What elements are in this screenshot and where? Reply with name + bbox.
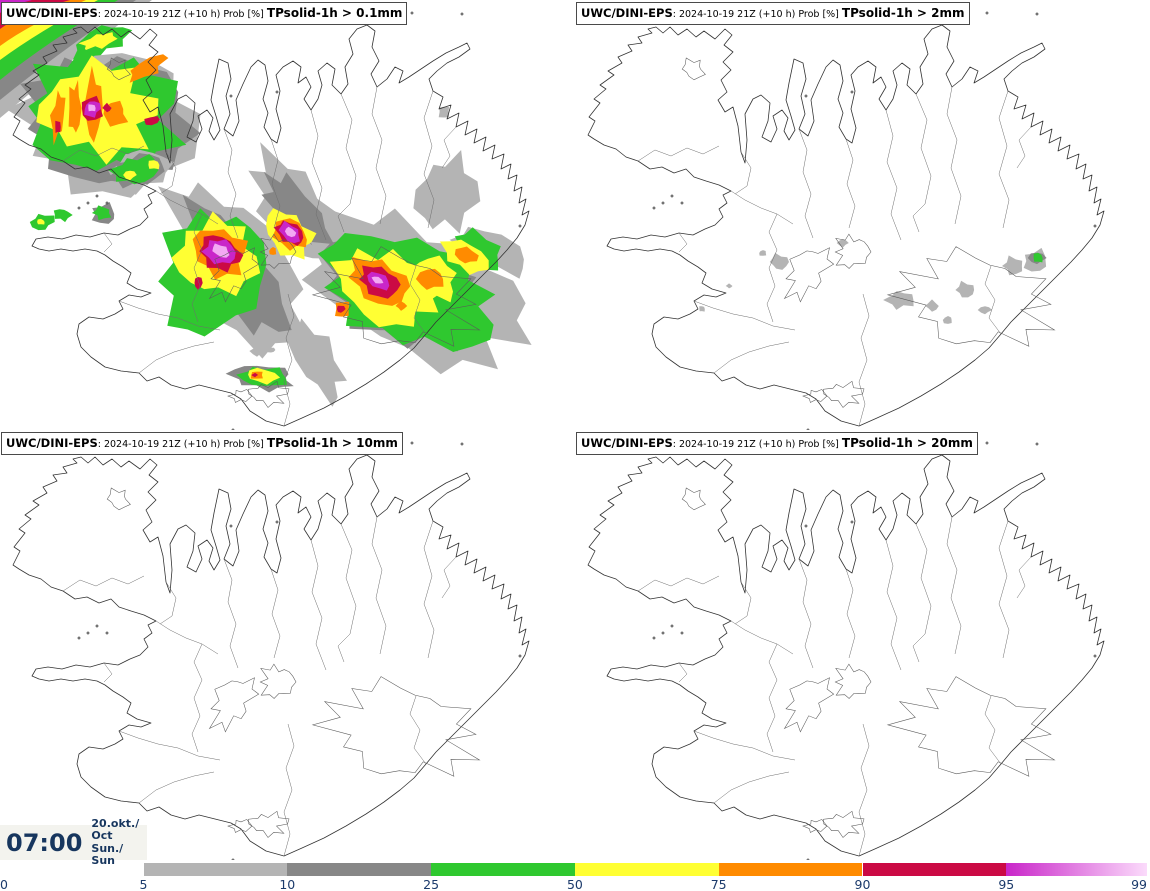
run-info: : 2024-10-19 21Z (+10 h) Prob [%] bbox=[97, 9, 267, 20]
colorbar-segment-95-99 bbox=[1006, 863, 1147, 876]
run-info: : 2024-10-19 21Z (+10 h) Prob [%] bbox=[97, 439, 267, 450]
panel-title bbox=[576, 2, 970, 25]
colorbar-segment-50-75 bbox=[575, 863, 719, 876]
colorbar-segment-25-50 bbox=[431, 863, 575, 876]
model-name: UWC/DINI-EPS bbox=[581, 436, 673, 450]
colorbar-tick-75: 75 bbox=[710, 877, 727, 891]
model-name: UWC/DINI-EPS bbox=[581, 6, 673, 20]
iceland-map bbox=[0, 430, 575, 860]
colorbar-segment-75-90 bbox=[719, 863, 863, 876]
panel-prob-gt-10mm bbox=[0, 430, 575, 860]
panel-prob-gt-20mm bbox=[575, 430, 1150, 860]
colorbar-tick-90: 90 bbox=[854, 877, 871, 891]
valid-time-box bbox=[0, 816, 147, 867]
colorbar-tick-99: 99 bbox=[1131, 877, 1147, 891]
panel-title bbox=[576, 432, 978, 455]
threshold-label: TPsolid-1h > 0.1mm bbox=[266, 6, 403, 20]
iceland-map bbox=[575, 0, 1150, 430]
run-info: : 2024-10-19 21Z (+10 h) Prob [%] bbox=[672, 9, 842, 20]
valid-date-line1: 20.okt./ Oct bbox=[91, 816, 140, 842]
iceland-map bbox=[0, 0, 575, 430]
threshold-label: TPsolid-1h > 20mm bbox=[841, 436, 973, 450]
threshold-label: TPsolid-1h > 10mm bbox=[266, 436, 398, 450]
colorbar-tick-10: 10 bbox=[279, 877, 296, 891]
valid-time: 07:00 bbox=[6, 828, 83, 857]
colorbar-tick-50: 50 bbox=[566, 877, 583, 891]
threshold-label: TPsolid-1h > 2mm bbox=[841, 6, 965, 20]
model-name: UWC/DINI-EPS bbox=[6, 436, 98, 450]
colorbar-tick-95: 95 bbox=[998, 877, 1015, 891]
colorbar-segment-90-95 bbox=[863, 863, 1007, 876]
panel-title bbox=[1, 2, 407, 25]
colorbar-tick-25: 25 bbox=[423, 877, 440, 891]
panel-title bbox=[1, 432, 403, 455]
colorbar-tick-0: 0 bbox=[0, 877, 8, 891]
iceland-map bbox=[575, 430, 1150, 860]
panel-prob-gt-2mm bbox=[575, 0, 1150, 430]
run-info: : 2024-10-19 21Z (+10 h) Prob [%] bbox=[672, 439, 842, 450]
panel-prob-gt-0p1mm bbox=[0, 0, 575, 430]
valid-date-line2: Sun./ Sun bbox=[91, 841, 124, 867]
colorbar-tick-5: 5 bbox=[139, 877, 148, 891]
colorbar-segment-5-10 bbox=[144, 863, 288, 876]
colorbar-segment-10-25 bbox=[287, 863, 431, 876]
probability-colorbar bbox=[0, 861, 1150, 891]
model-name: UWC/DINI-EPS bbox=[6, 6, 98, 20]
valid-date bbox=[91, 818, 147, 868]
